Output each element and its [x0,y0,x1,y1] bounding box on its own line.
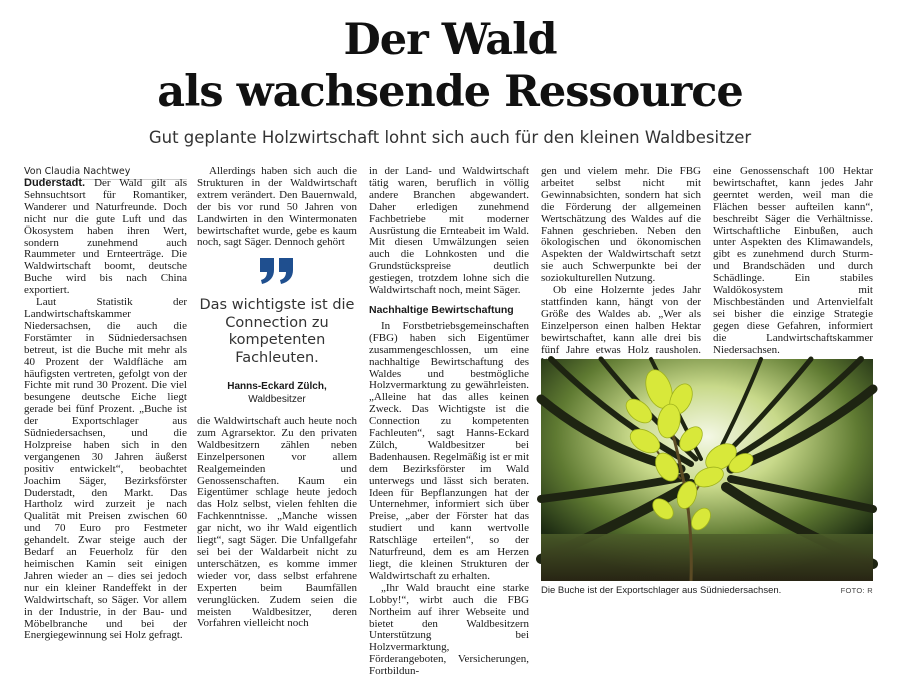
section-subhead: Nachhaltige Bewirtschaftung [369,303,514,316]
forest-photo [541,359,873,581]
quote-glyph-left [260,258,274,284]
headline [0,14,900,118]
paragraph: in der Land- und Waldwirtschaft tätig waren, beruflich in völlig andere Branchen abgewandert. Daher erledigen zunehmend Fachbetriebe mit moderner Ausrüstung die Ernteabeit im Wald. Mit diesen Umwälzungen seien auch die Lohnkosten und die Grundstückspreise deutlich gestiegen, trotzdem lohne sich die Waldwirtschaft noch, meint Säger. [369,165,529,297]
beech-forest-image [541,359,873,581]
lead-paragraph [24,178,187,297]
paragraph: eine Genossenschaft 100 Hektar bewirtschaftet, kann jedes Jahr geerntet werden, weil man die Flächen besser aufteilen kann“, beschreibt Säger die Verhältnisse. Wirtschaftliche Einbußen, auch unter Aspekten des Klimawandels, gibt es zunehmend durch Sturm- und Brandschäden und durch Schädlinge. Ein stabiles Waldökosystem mit Mischbeständen und Artenvielfalt sei bisher die einzige Strategie gegen diese Gefahren, informiert die Landwirtschaftskammer Niedersachsen. [713,165,873,356]
paragraph: Laut Statistik der Landwirtschaftskammer Niedersachsen, die auch die Forstämter in Südniedersachsen betreut, ist die Buche mit mehr als 40 Prozent der Waldfläche am häufigsten vertreten, gefolgt von der Fichte mit rund 30 Prozent. Die viel besungene deutsche Eiche liegt gerade bei fünf Prozent. „Buche ist der Exportschlager aus Südniedersachsen, und die Holzpreise haben sich in den vergangenen 30 Jahren äußerst positiv entwickelt“, beobachtet Joachim Säger, Bezirksförster Duderstadt, den Markt. Das Hartholz wird zurzeit je nach Qualität mit Preisen zwischen 60 und 70 Euro pro Festmeter gehandelt. Zwar steige auch der Bedarf an Feuerholz für den heimischen Kamin seit einigen Jahren wieder an – dies sei jedoch nur ein kleiner Randeffekt in der Waldwirtschaft, so Säger. Vor allem in der Industrie, in der Bau- und Möbelbranche und bei der Energiegewinnung sei Holz gefragt. [24,296,187,642]
column-5 [713,166,873,357]
subheadline: Gut geplante Holzwirtschaft lohnt sich auch für den kleinen Waldbesitzer [148,128,752,147]
column-4 [541,166,701,368]
paragraph: In Forstbetriebsgemeinschaften (FBG) haben sich Eigentümer zusammengeschlossen, um eine nachhaltige Bewirtschaftung des Waldes und bestmögliche Holzvermarktung zu gewährleisten. „Alleine hat das alles keinen Zweck. Das Wichtigste ist die Connection zu kompetenten Fachleuten“, sagt Hanns-Eckard Zülch, Waldbesitzer bei Badenhausen. Regelmäßig ist er mit dem Bezirksförster im Wald unterwegs und lässt sich beraten. Ideen für Bepflanzungen hat der Unternehmer, informiert sich über Preise, „aber der Förster hat das studiert und kann wertvolle Ratschläge erteilen“, so der Naturfreund, dem es am Herzen liegt, die kleinen Strukturen der Waldwirtschaft zu erhalten. [369,319,529,582]
pull-quote [197,256,357,405]
column-3 [369,165,529,678]
byline: Von Claudia Nachtwey [24,166,187,180]
column-2-top [197,166,357,249]
paragraph: gen und vielem mehr. Die FBG arbeitet selbst nicht mit Gewinnabsichten, sondern hat sich die Förderung der allgemeinen Wertschätzung des Waldes auf die Fahnen geschrieben. Neben den ökologischen und ökonomischen Aspekten der Waldwirtschaft setzt sie auch Schwerpunkte bei der soziokulturellen Nutzung. [541,165,701,285]
photo-credit: FOTO: R [840,586,873,595]
lead-text: Der Wald gilt als Sehnsuchtsort für Romantiker, Wanderer und Naturfreunde. Doch nicht nur die gute Luft und das Ökosystem haben ihren Wert, sondern zunehmend auch Raummeter und Ernteerträge. Die Waldwirtschaft boomt, deutsche Buche wird bis nach China exportiert. [24,177,187,297]
column-1 [24,177,187,642]
paragraph: Allerdings haben sich auch die Strukturen in der Waldwirtschaft extrem verändert. Den Bauernwald, der bis vor rund 50 Jahren von Landwirten in den Wintermonaten bewirtschaftet wurde, gebe es kaum noch, sagt Säger. Dennoch gehört [197,165,357,249]
forest-floor [541,534,873,581]
quote-author-role: Waldbesitzer [248,394,306,405]
paragraph: Ob eine Holzernte jedes Jahr stattfinden kann, hängt von der Größe des Waldes ab. „Wer als Einzelperson einen halben Hektar bewirtschaftet, kann alle drei bis fünf Jahre etwas Holz rausholen. [541,284,701,356]
headline-line-2: als wachsende Ressource [157,67,743,117]
quote-glyph-right [279,258,293,284]
quotation-mark-icon [257,256,297,286]
quote-text: Das wichtigste ist die Connection zu kompetenten Fachleuten. [199,297,355,366]
paragraph: „Ihr Wald braucht eine starke Lobby!“, wirbt auch die FBG Northeim auf ihrer Webseite und bietet den Waldbesitzern Unterstützung bei Holzvermarktung, Förderangeboten, Versicherungen, Fortbildun- [369,581,529,678]
column-2-bottom [197,415,357,630]
dateline: Duderstadt. [24,177,86,189]
quote-author: Hanns-Eckard Zülch, [227,381,327,392]
paragraph: die Waldwirtschaft auch heute noch zum Agrarsektor. Zu den privaten Waldbesitzern zählen neben Einzelpersonen vor allem Realgemeinden und Genossenschaften. Kaum ein Eigentümer schlage heute jedoch das Holz selbst, vielen fehlten die Fachkenntnisse. „Manche wissen gar nicht, wo ihr Wald eigentlich liegt“, sagt Säger. Die Unfallgefahr sei bei der Waldarbeit nicht zu unterschätzen, es komme immer wieder vor, dass selbst erfahrene Experten beim Baumfällen verunglücken. Zudem seien die meisten Waldbesitzer, deren Vorfahren vielleicht noch [197,415,357,630]
headline-line-1: Der Wald [343,15,557,65]
photo-caption [541,585,873,596]
caption-text: Die Buche ist der Exportschlager aus Südniedersachsen. [541,585,782,596]
